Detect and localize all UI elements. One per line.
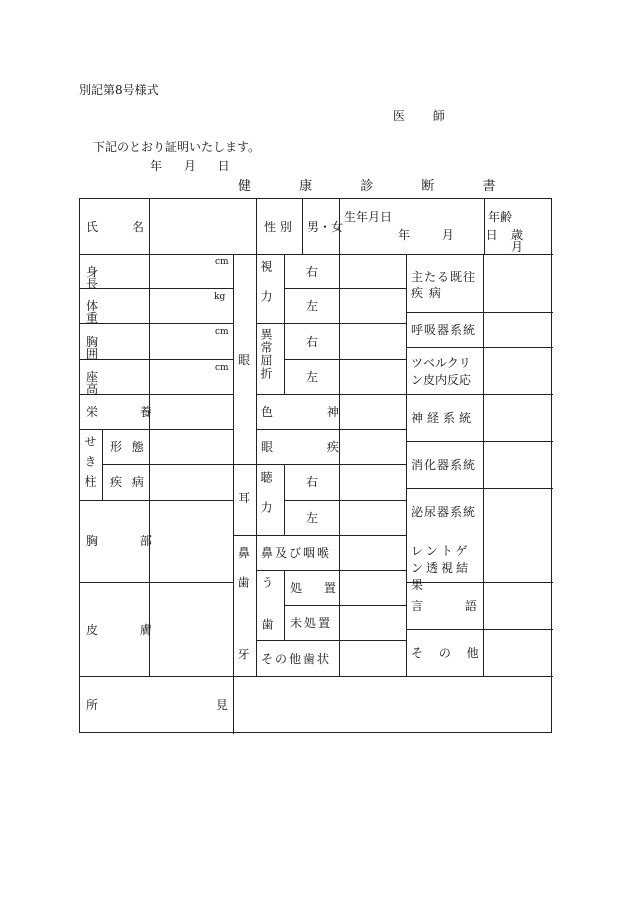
caries-label: う歯	[260, 576, 274, 660]
row-line	[284, 500, 406, 501]
row-line	[256, 323, 406, 324]
age-label: 年齢	[488, 210, 513, 224]
ear-group-label: 耳	[238, 491, 251, 505]
respiratory-label: 呼吸器系統	[411, 323, 477, 337]
refraction-right: 右	[306, 335, 319, 349]
vision-label: 視力	[259, 260, 273, 320]
col-line	[406, 254, 407, 676]
unit-cm: cm	[215, 363, 229, 373]
hearing-left: 左	[306, 511, 319, 525]
row-line	[256, 640, 406, 641]
chest-girth-label: 胸 囲	[86, 335, 99, 361]
row-line	[406, 629, 553, 630]
unit-cm: cm	[215, 257, 229, 267]
other-teeth-label: その他歯状	[261, 652, 332, 666]
col-line	[284, 254, 285, 395]
chest-part-label: 胸 部	[86, 534, 152, 548]
col-line	[233, 676, 234, 734]
row-line	[284, 605, 406, 606]
spine-form-label: 形 態	[110, 440, 144, 454]
sitting-height-label: 座 高	[86, 370, 99, 396]
doctor-label: 医 師	[393, 109, 457, 123]
medical-history-label: 主たる既往疾 病	[411, 270, 477, 300]
eye-disease-label: 眼 疾	[261, 440, 339, 454]
col-line	[149, 199, 150, 676]
row-line	[233, 464, 406, 465]
digestive-system-label: 消化器系統	[411, 458, 477, 472]
col-line	[484, 199, 485, 254]
dob-label: 生年月日	[344, 210, 393, 224]
col-line	[233, 254, 234, 676]
color-vision-label: 色 神	[261, 405, 339, 419]
tuberculin-label: ツベルクリン皮内反応	[411, 356, 472, 387]
issue-date: 年 月 日	[150, 159, 230, 173]
col-line	[284, 464, 285, 535]
vision-left: 左	[306, 299, 319, 313]
hearing-right: 右	[306, 475, 319, 489]
sex-value: 男・女	[307, 220, 344, 234]
weight-label: 体 重	[86, 299, 99, 325]
document-title: 健 康 診 断 書	[238, 179, 518, 194]
findings-label: 所 見	[86, 698, 228, 712]
spine-label: せき柱	[83, 435, 97, 495]
col-line	[102, 429, 103, 500]
dob-value: 年 月 日	[398, 228, 498, 242]
xray-result-label: レントゲン透視結果	[411, 544, 472, 592]
skin-label: 皮 膚	[86, 623, 152, 637]
nose-throat-label: 鼻及び咽喉	[261, 546, 332, 560]
row-line	[80, 582, 233, 583]
sex-label: 性 別	[264, 220, 292, 234]
row-line	[406, 312, 553, 313]
row-line	[284, 359, 406, 360]
refraction-left: 左	[306, 370, 319, 384]
form-number: 別記第8号様式	[79, 83, 159, 97]
col-line	[256, 199, 257, 676]
caries-untreated-label: 未処置	[290, 616, 333, 630]
row-line	[256, 570, 406, 571]
caries-treated-label: 処 置	[290, 581, 336, 595]
row-line	[406, 347, 553, 348]
row-line	[256, 394, 406, 395]
vision-right: 右	[306, 265, 319, 279]
age-value: 歳 月	[511, 228, 524, 254]
certification-statement: 下記のとおり証明いたします。	[93, 140, 261, 154]
nervous-system-label: 神経系統	[411, 411, 476, 425]
row-line	[284, 288, 406, 289]
col-line	[483, 254, 484, 676]
row-line	[102, 464, 233, 465]
col-line	[302, 199, 303, 254]
height-label: 身 長	[86, 265, 99, 291]
speech-label: 言 語	[411, 599, 477, 613]
col-line	[339, 254, 340, 676]
row-line	[80, 676, 553, 677]
refraction-label: 異常屈折	[259, 328, 273, 380]
row-line	[80, 500, 233, 501]
row-line	[406, 394, 553, 395]
row-line	[256, 429, 406, 430]
other-label: そ の 他	[411, 646, 479, 660]
health-certificate-table	[79, 198, 552, 733]
spine-disease-label: 疾 病	[110, 475, 144, 489]
nose-group-label: 鼻	[238, 546, 251, 560]
row-line	[406, 441, 553, 442]
row-line	[406, 488, 553, 489]
name-label: 氏 名	[86, 220, 144, 234]
col-line	[284, 570, 285, 641]
unit-kg: kg	[214, 292, 226, 302]
nutrition-label: 栄 養	[86, 405, 152, 419]
hearing-label: 聴力	[259, 471, 273, 531]
unit-cm: cm	[215, 327, 229, 337]
urinary-system-label: 泌尿器系統	[411, 505, 477, 519]
eye-group-label: 眼	[238, 353, 251, 367]
row-line	[233, 535, 406, 536]
teeth-group-label: 歯牙	[236, 576, 250, 720]
